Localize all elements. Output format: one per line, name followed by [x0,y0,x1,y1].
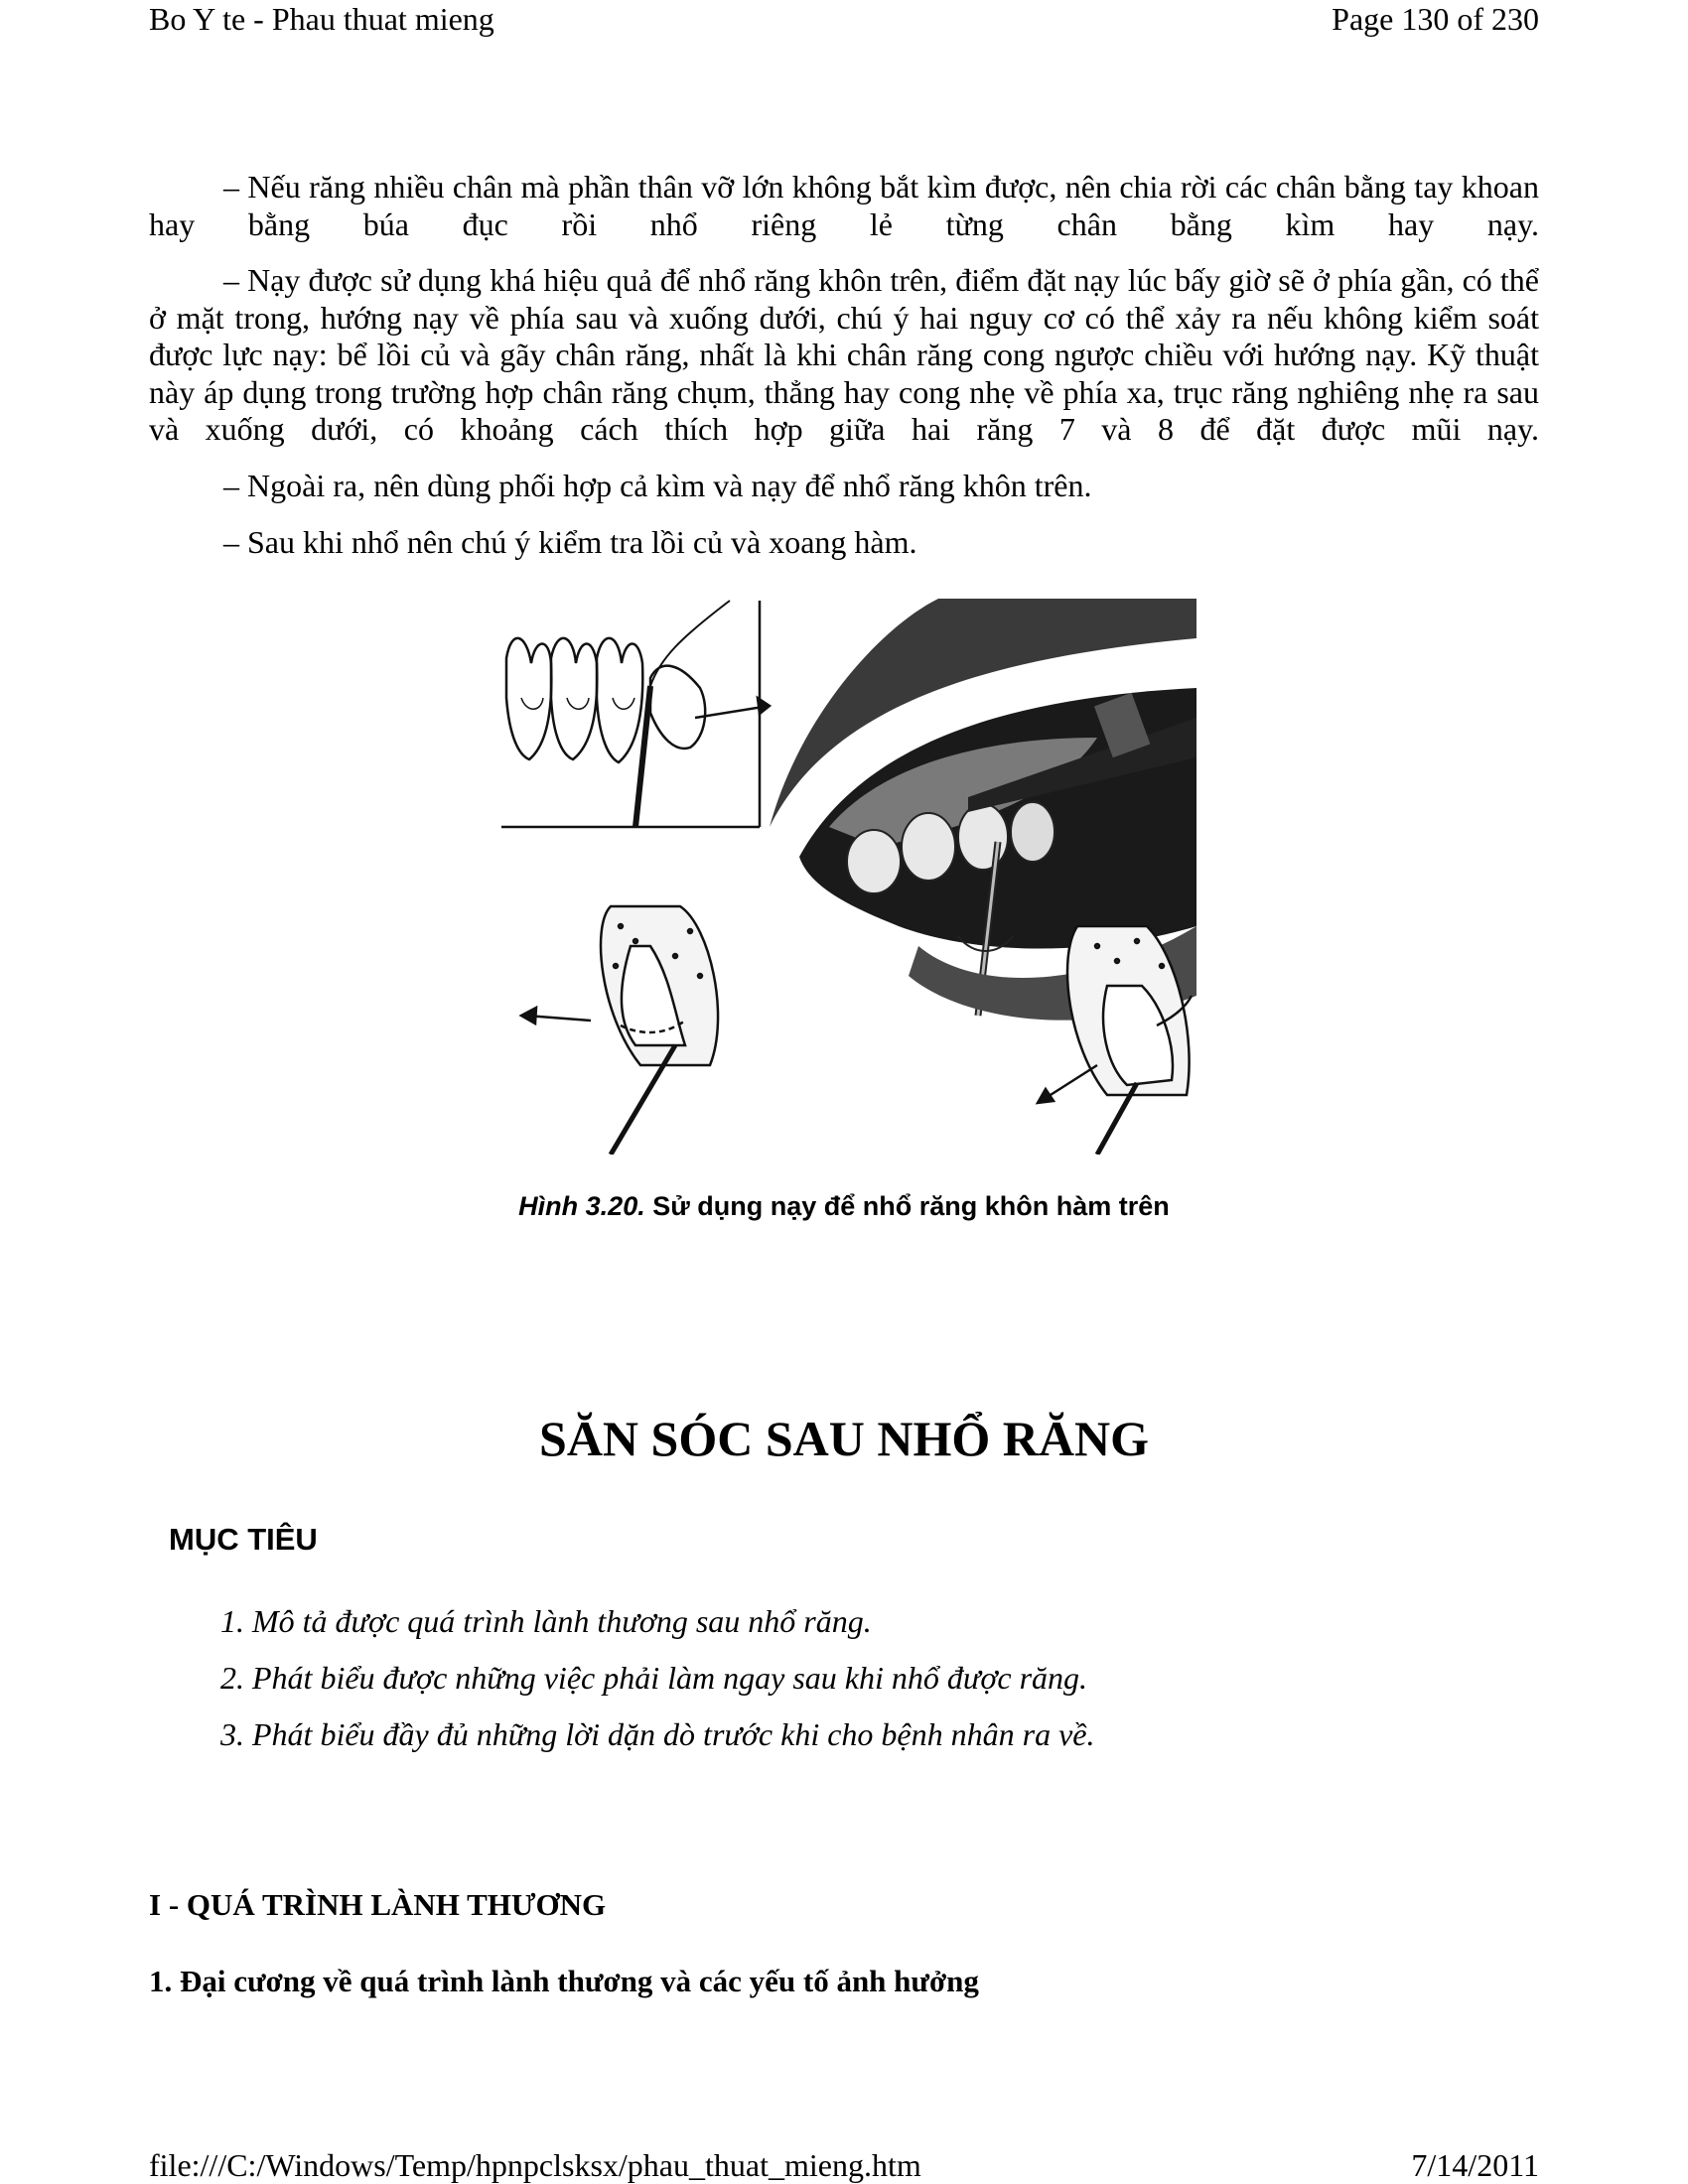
objectives-heading: MỤC TIÊU [169,1522,318,1557]
panel-upper-molars-drawing [501,601,770,827]
figure-label: Hình 3.20. [518,1191,645,1221]
heading-healing-process: I - QUÁ TRÌNH LÀNH THƯƠNG [149,1887,607,1922]
paragraph-elevator-technique: – Nạy được sử dụng khá hiệu quả để nhổ răng khôn trên, điểm đặt nạy lúc bấy giờ sẽ ở phía gần, có thể ở mặt trong, hướng nạy về phía sau và xuống dưới, chú ý hai nguy cơ có thể xảy ra nếu không kiểm soát được lực nạy: bể lồi củ và gãy chân răng, nhất là khi chân răng cong ngược chiều với hướng nạy. Kỹ thuật này áp dụng trong trường hợp chân răng chụm, thẳng hay cong nhẹ về phía xa, trục răng nghiêng nhẹ ra sau và xuống dưới, có khoảng cách thích hợp giữa hai răng 7 và 8 để đặt được mũi nạy. [149,262,1539,447]
paragraph-split-roots: – Nếu răng nhiều chân mà phần thân vỡ lớn không bắt kìm được, nên chia rời các chân bằng tay khoan hay bằng búa đục rồi nhổ riêng lẻ từng chân bằng kìm hay nạy. [149,169,1539,242]
panel-tooth-right-arrow [1038,926,1192,1155]
header-document-title: Bo Y te - Phau thuat mieng [149,1,494,37]
objective-item: 3. Phát biểu đầy đủ những lời dặn dò trước khi cho bệnh nhân ra về. [220,1716,1095,1752]
objective-item: 1. Mô tả được quá trình lành thương sau nhổ răng. [220,1603,872,1639]
figure-elevator-illustration [501,599,1196,1155]
figure-caption [0,1191,1688,1222]
footer-date: 7/14/2011 [1411,2147,1539,2183]
figure-caption-text: Sử dụng nạy để nhổ răng khôn hàm trên [644,1191,1170,1221]
panel-tooth-left-arrow [521,906,718,1155]
paragraph-combine-tools: – Ngoài ra, nên dùng phối hợp cả kìm và nạy để nhổ răng khôn trên. [223,468,1092,503]
footer-file-url: file:///C:/Windows/Temp/hpnpclsksx/phau_thuat_mieng.htm [149,2147,921,2183]
paragraph-check-tuberosity: – Sau khi nhổ nên chú ý kiểm tra lồi củ và xoang hàm. [223,524,917,560]
objective-item: 2. Phát biểu được những việc phải làm ngay sau khi nhổ được răng. [220,1660,1088,1696]
section-title: SĂN SÓC SAU NHỔ RĂNG [539,1411,1149,1466]
header-page-info: Page 130 of 230 [1332,1,1539,37]
heading-healing-overview: 1. Đại cương về quá trình lành thương và các yếu tố ảnh hưởng [149,1964,979,1998]
